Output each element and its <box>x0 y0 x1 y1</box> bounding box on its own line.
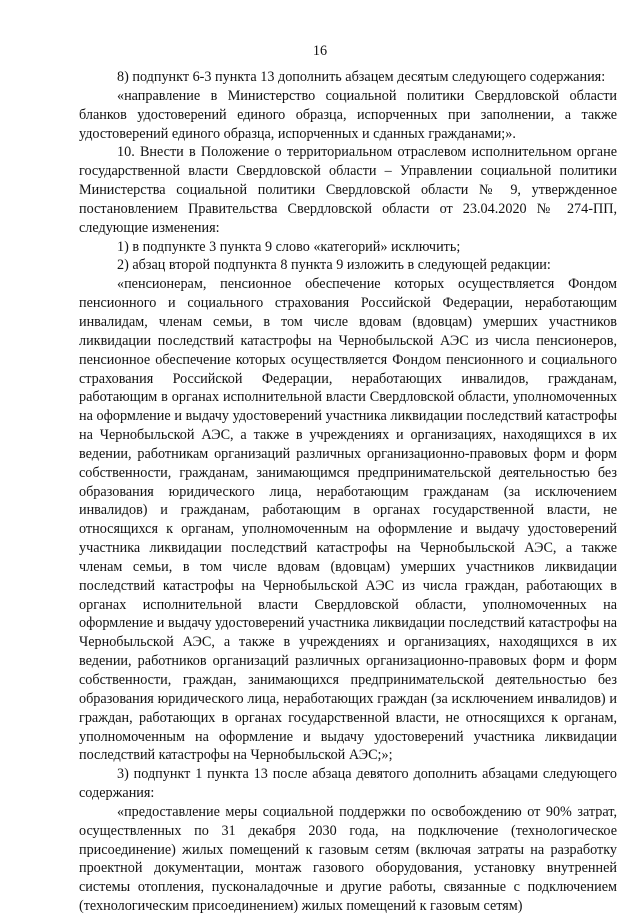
paragraph-item-8: 8) подпункт 6-3 пункта 13 дополнить абзацем десятым следующего содержания: <box>117 69 606 85</box>
paragraph-item-3: 3) подпункт 1 пункта 13 после абзаца девятого дополнить абзацами следующего содержания: <box>79 766 617 802</box>
paragraph-item-2: 2) абзац второй подпункта 8 пункта 9 изложить в следующей редакции: <box>117 257 551 274</box>
paragraph-quote-pensioners: «пенсионерам, пенсионное обеспечение которых осуществляется Фондом пенсионного и социального страхования Российской Федерации, неработающим инвалидам, членам семьи, в том числе вдовам (вдовцам) умерших участников ликвидации последствий катастрофы на Чернобыльской АЭС из числа пенсионеров, пенсионное обеспечение которых осуществляется Фондом пенсионного и социального страхования Российской Федерации, неработающих инвалидов, гражданам, работающим в органах исполнительной власти Свердловской области, уполномоченных на оформление и выдачу удостоверений участника ликвидации последствий катастрофы на Чернобыльской АЭС, а также в учреждениях и организациях, находящихся в их ведении, работникам организаций различных организационно-правовых форм и форм собственности, гражданам, занимающимся предпринимательской деятельностью без образования юридического лица, неработающим гражданам (за исключением инвалидов) и гражданам, работающим в органах государственной власти, не относящихся к органам, уполномоченным на оформление и выдачу удостоверений участника ликвидации последствий катастрофы на Чернобыльской АЭС, а также членам семьи, в том числе вдовам (вдовцам) умерших участников ликвидации последствий катастрофы на Чернобыльской АЭС из числа граждан, работающих в органах исполнительной власти Свердловской области, уполномоченных на оформление и выдачу удостоверений участника ликвидации последствий катастрофы на Чернобыльской АЭС, а также в учреждениях и организациях, находящихся в их ведении, работников организаций различных организационно-правовых форм и форм собственности, граждан, занимающихся предпринимательской деятельностью без образования юридического лица, неработающих граждан (за исключением инвалидов) и граждан, работающих в органах государственной власти, не относящихся к органам, уполномоченным на оформление и выдачу удостоверений участника ликвидации последствий катастрофы на Чернобыльской АЭС;»; <box>79 276 617 764</box>
document-body <box>79 68 617 916</box>
page-number: 16 <box>312 43 328 59</box>
paragraph-quote-gas-connection: «предоставление меры социальной поддержки по освобождению от 90% затрат, осуществленных по 31 декабря 2030 года, на подключение (технологическое присоединение) жилых помещений к газовым сетям (включая затраты на разработку проектной документации, монтаж газового оборудования, установку внутренней системы отопления, пусконаладочные и другие работы, связанные с подключением (технологическим присоединением) жилых помещений к газовым сетям) <box>79 803 617 915</box>
paragraph-item-1: 1) в подпункте 3 пункта 9 слово «категорий» исключить; <box>117 238 461 255</box>
paragraph-section-10: 10. Внести в Положение о территориальном отраслевом исполнительном органе государственной власти Свердловской области – Управлении социальной политики Министерства социальной политики Свердловской области № 9, утвержденное постановлением Правительства Свердловской области от 23.04.2020 № 274-ПП, следующие изменения: <box>79 144 617 236</box>
paragraph-quote-blanks: «направление в Министерство социальной политики Свердловской области бланков удостоверений единого образца, испорченных при заполнении, а также удостоверений единого образца, испорченных и сданных гражданами;». <box>79 87 617 142</box>
